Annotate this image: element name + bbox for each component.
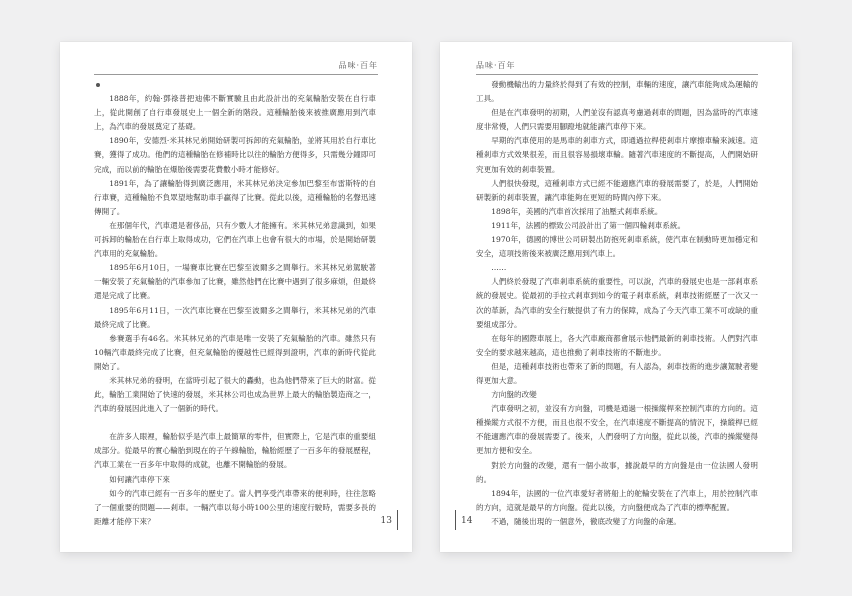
paragraph: 米其林兄弟的發明，在當時引起了很大的轟動，也為他們帶來了巨大的財富。從此，輪胎工業開始了快速的發展，米其林公司也成為世界上最大的輪胎製造商之一，汽車的發展因此進入了一個新的時代。 — [94, 375, 376, 414]
paragraph: 早期的汽車使用的是馬車的剎車方式，即通過拉桿使剎車片摩擦車輪來減速。這種剎車方式效果很差，而且很容易損壞車輪。隨著汽車速度的不斷提高，人們開始研究更加有效的剎車裝置。 — [476, 136, 758, 174]
paragraph: 參賽選手有46名。米其林兄弟的汽車是唯一安裝了充氣輪胎的汽車。雖然只有10輛汽車最終完成了比賽，但充氣輪胎的優越性已經得到證明，汽車的新時代從此開始了。 — [94, 333, 376, 371]
paragraph: 對於方向盤的改變，還有一個小故事，據說最早的方向盤是由一位法國人發明的。 — [476, 460, 758, 484]
bullet-marker — [94, 78, 376, 92]
paragraph: 1895年6月10日，一場賽車比賽在巴黎至波爾多之間舉行。米其林兄弟駕駛著一輛安裝了充氣輪胎的汽車參加了比賽，雖然他們在比賽中遇到了很多麻煩，但最終還是完成了比賽。 — [94, 263, 376, 301]
section-heading: 如何讓汽車停下來 — [109, 474, 170, 484]
paragraph: 如今的汽車已經有一百多年的歷史了。當人們享受汽車帶來的便利時，往往忽略了一個重要的問題——剎車。一輛汽車以每小時100公里的速度行駛時，需要多長的距離才能停下來？ — [94, 488, 376, 526]
paragraph: 1891年，為了讓輪胎得到廣泛應用，米其林兄弟決定參加巴黎至布雷斯特的自行車賽，這種輪胎不負眾望地幫助車手贏得了比賽。從此以後，這種輪胎的名聲迅速傳開了。 — [94, 178, 376, 216]
paragraph: 但是在汽車發明的初期，人們並沒有認真考慮過剎車的問題，因為當時的汽車速度非常慢，人們只需要用腳蹬地就能讓汽車停下來。 — [476, 108, 758, 132]
section-heading: 方向盤的改變 — [491, 390, 537, 400]
paragraph: 1894年，法國的一位汽車愛好者將船上的舵輪安裝在了汽車上，用於控制汽車的方向，這就是最早的方向盤。從此以後，方向盤便成為了汽車的標準配置。 — [476, 488, 758, 512]
page-body — [476, 78, 758, 526]
paragraph: 發動機輸出的力量終於得到了有效的控制，車輛的速度，讓汽車能夠成為運輸的工具。 — [476, 80, 758, 104]
header-rule — [476, 74, 758, 75]
paragraph: 人們終於發現了汽車剎車系統的重要性，可以說，汽車的發展史也是一部剎車系統的發展史。從最初的手拉式剎車到如今的電子剎車系統，剎車技術經歷了一次又一次的革新，為汽車的安全行駛提供了有力的保障，成為了今天汽車工業不可或缺的重要組成部分。 — [476, 277, 758, 329]
paragraph: 在許多人眼裡，輪胎似乎是汽車上最簡單的零件，但實際上，它是汽車的重要組成部分。從最早的實心輪胎到現在的子午線輪胎，輪胎經歷了一百多年的發展歷程，汽車工業在一百多年中取得的成就，也離不開輪胎的發展。 — [94, 432, 376, 470]
paragraph: 1895年6月11日，一次汽車比賽在巴黎至波爾多之間舉行，米其林兄弟的汽車最終完成了比賽。 — [94, 305, 376, 329]
page-number-bar — [397, 510, 398, 530]
running-head: 品味·百年 — [476, 61, 516, 70]
page-number: 14 — [461, 516, 473, 526]
paragraph: 在每年的國際車展上，各大汽車廠商都會展示他們最新的剎車技術。人們對汽車安全的要求越來越高，這也推動了剎車技術的不斷進步。 — [476, 333, 758, 357]
left-page — [60, 42, 412, 552]
running-head: 品味·百年 — [338, 61, 378, 70]
paragraph: 1888年，約翰·鄧祿普把迪佛不斷實驗且由此設計出的充氣輪胎安裝在自行車上，從此開創了自行車發展史上一個全新的階段。這種輪胎後來被推廣應用到汽車上，為汽車的發展奠定了基礎。 — [94, 94, 376, 132]
paragraph: 不過，隨後出現的一個意外，徹底改變了方向盤的命運。 — [491, 516, 682, 526]
paragraph: 在那個年代，汽車還是奢侈品，只有少數人才能擁有。米其林兄弟意識到，如果可拆卸的輪胎在自行車上取得成功，它們在汽車上也會有很大的市場，於是開始研製汽車用的充氣輪胎。 — [94, 220, 376, 259]
right-page — [440, 42, 792, 552]
paragraph: 1911年，法國的標致公司設計出了第一個四輪剎車系統。 — [491, 220, 686, 230]
page-number-bar — [455, 510, 456, 530]
page-body — [94, 78, 376, 526]
header-rule — [94, 74, 378, 75]
page-number: 13 — [380, 516, 392, 526]
paragraph: 1890年，安德烈·米其林兄弟開始研製可拆卸的充氣輪胎，並將其用於自行車比賽，獲得了成功。他們的這種輪胎在修補時比以往的輪胎方便得多，只需幾分鐘即可完成，而以前的輪胎在爆胎後需要花費數小時才能修好。 — [94, 136, 376, 174]
paragraph: 但是，這種剎車技術也帶來了新的問題，有人認為，剎車技術的進步讓駕駛者變得更加大意。 — [476, 361, 758, 385]
paragraph: 1898年，美國的汽車首次採用了油壓式剎車系統。 — [491, 206, 663, 216]
paragraph: 汽車發明之初，並沒有方向盤，司機是通過一根操縱桿來控制汽車的方向的。這種操縱方式很不方便，而且也很不安全，在汽車速度不斷提高的情況下，操縱桿已經不能適應汽車的發展需要了。後來，人們發明了方向盤，從此以後，汽車的操縱變得更加方便和安全。 — [476, 404, 758, 456]
paragraph: 人們很快發現，這種剎車方式已經不能適應汽車的發展需要了，於是，人們開始研製新的剎車裝置，讓汽車能夠在更短的時間內停下來。 — [476, 178, 758, 202]
ellipsis: …… — [491, 263, 507, 273]
bullet-icon — [96, 83, 100, 87]
paragraph: 1970年，德國的博世公司研製出防抱死剎車系統，使汽車在制動時更加穩定和安全，這項技術後來被廣泛應用到汽車上。 — [476, 235, 758, 259]
